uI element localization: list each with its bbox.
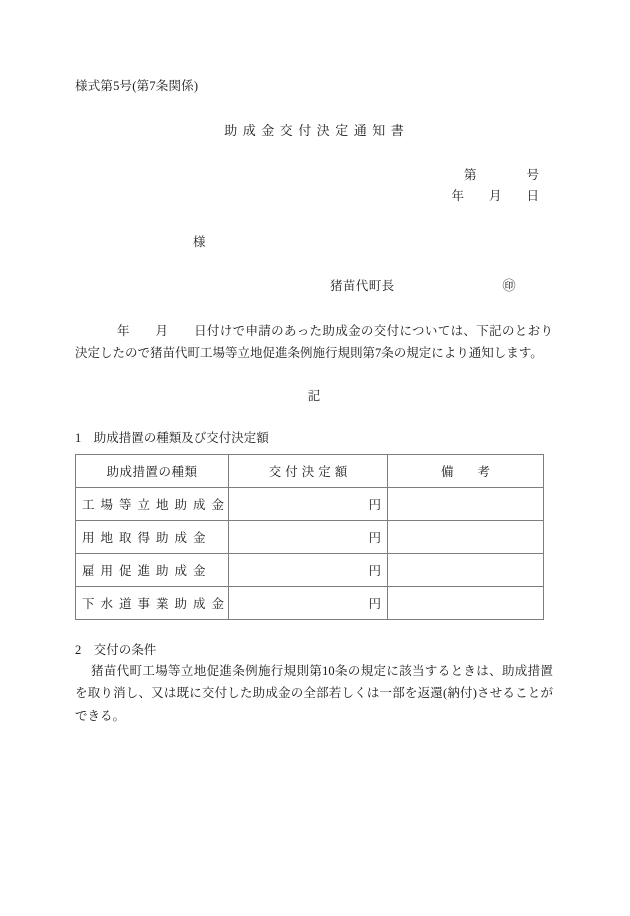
issuer-name: 猪苗代町長 [330,278,395,293]
column-header-note: 備考 [388,455,544,488]
grant-amount-cell[interactable]: 円 [229,554,388,587]
document-content [75,78,553,727]
table-row [76,488,544,521]
grant-kind-cell: 用地取得助成金 [76,521,229,554]
document-date-line: 年 月 日 [451,189,539,203]
table-row [76,587,544,620]
document-number-line: 第 号 [463,167,539,182]
grant-note-cell[interactable] [388,488,544,521]
section-1-heading: 1 助成措置の種類及び交付決定額 [75,431,269,445]
column-header-kind: 助成措置の種類 [76,455,229,488]
grant-kind-cell: 工場等立地助成金 [76,488,229,521]
table-header-row [76,455,544,488]
grant-note-cell[interactable] [388,587,544,620]
recipient-honorific: 様 [193,234,206,249]
section-2-heading: 2 交付の条件 [75,643,157,657]
ki-marker: 記 [307,389,321,403]
grant-amount-cell[interactable]: 円 [229,521,388,554]
issuer-row [75,276,553,294]
section-2-paragraph: 猪苗代町工場等立地促進条例施行規則第10条の規定に該当するときは、助成措置を取り消し、又は既に交付した助成金の全部若しくは一部を返還(納付)させることができる。 [75,664,553,723]
section-2 [75,640,553,727]
body-paragraph: 年 月 日付けで申請のあった助成金の交付については、下記のとおり決定したので猪苗代町工場等立地促進条例施行規則第7条の規定により通知します。 [75,323,553,360]
document-meta-block [75,165,553,208]
grant-amount-cell[interactable]: 円 [229,488,388,521]
grant-note-cell[interactable] [388,521,544,554]
table-row [76,521,544,554]
grant-note-cell[interactable] [388,554,544,587]
seal-icon: ㊞ [502,277,516,293]
column-header-amount: 交付決定額 [229,455,388,488]
grant-amount-cell[interactable]: 円 [229,587,388,620]
grant-table [75,454,544,620]
grant-kind-cell: 下水道事業助成金 [76,587,229,620]
page-title: 助成金交付決定通知書 [224,122,410,138]
table-row [76,554,544,587]
form-number: 様式第5号(第7条関係) [75,79,199,93]
grant-kind-cell: 雇用促進助成金 [76,554,229,587]
